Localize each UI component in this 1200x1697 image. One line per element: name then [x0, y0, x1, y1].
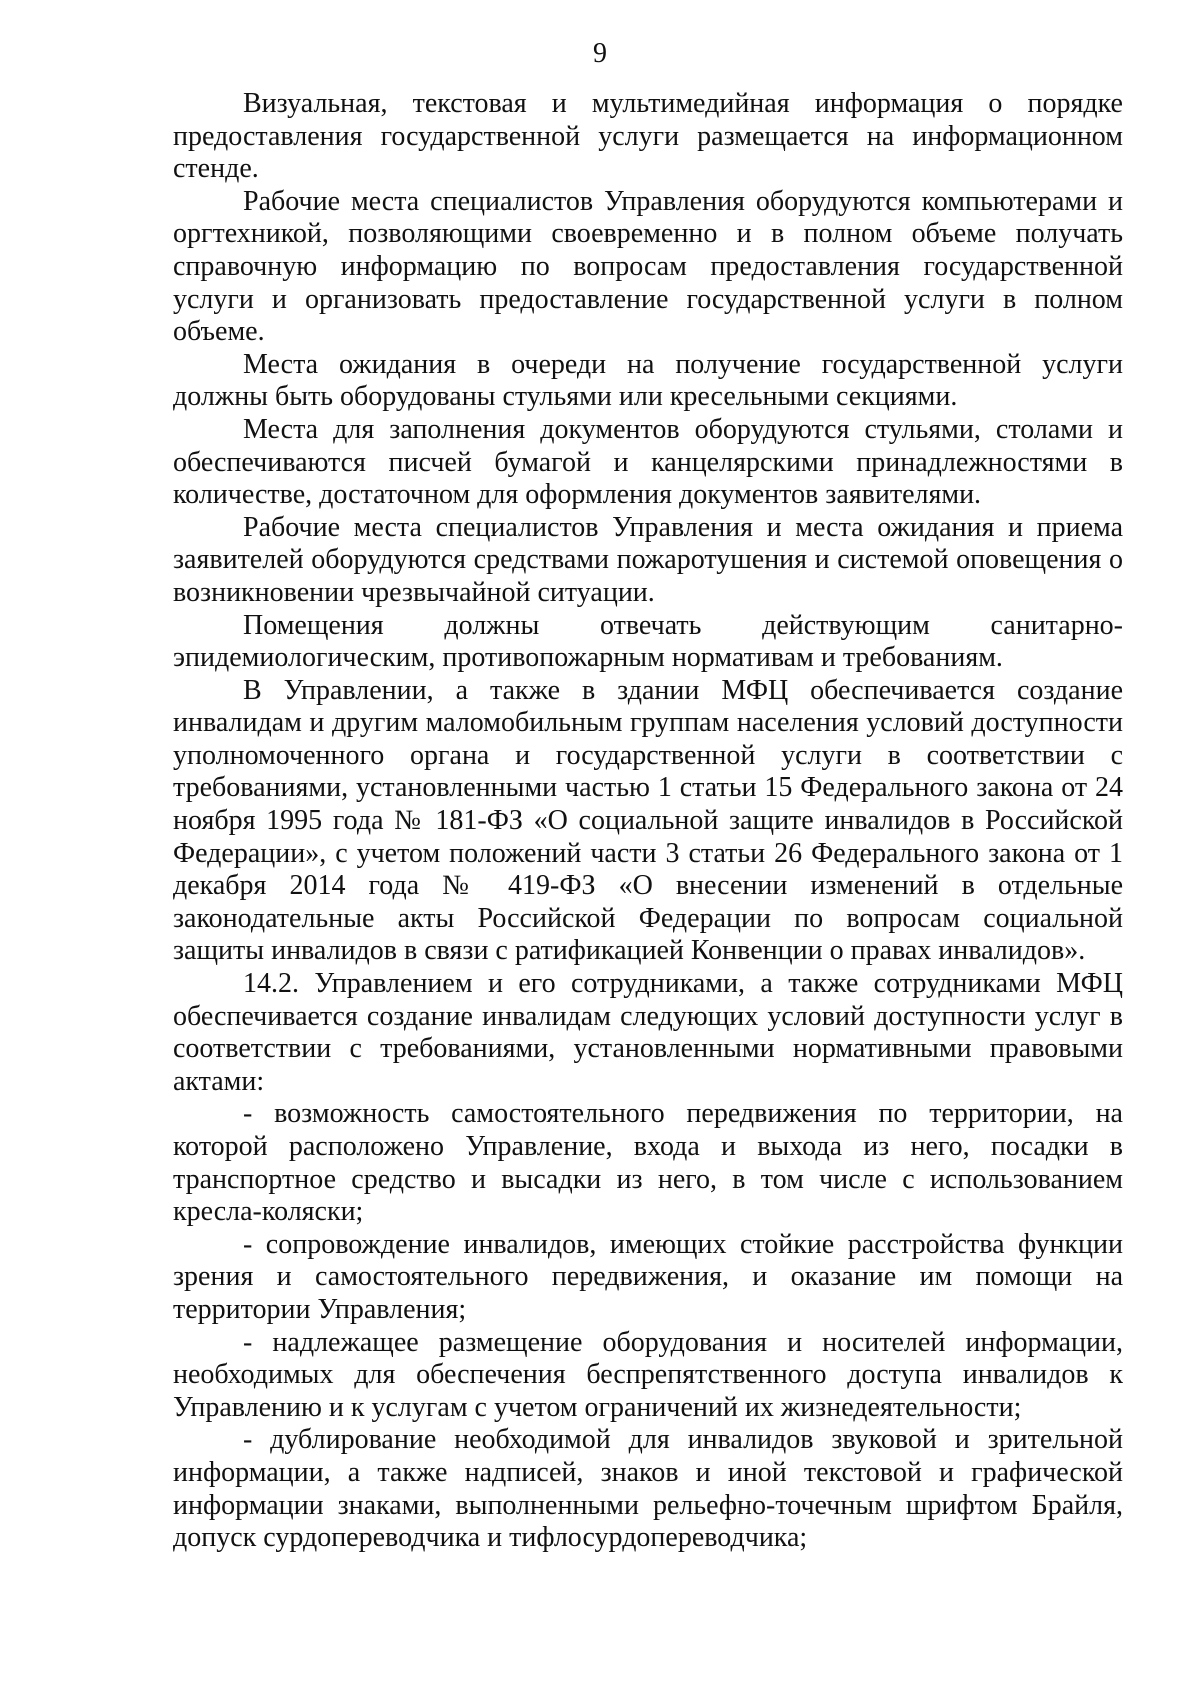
paragraph-document-filling-places: Места для заполнения документов оборудуются стульями, столами и обеспечиваются писчей бумагой и канцелярскими принадлежностями в количестве, достаточном для оформления документов заявителями.	[173, 413, 1123, 511]
list-item-braille-duplication: - дублирование необходимой для инвалидов звуковой и зрительной информации, а также надписей, знаков и иной текстовой и графической информации знаками, выполненными рельефно-точечным шрифтом Брайля, допуск сурдопереводчика и тифлосурдопереводчика;	[173, 1424, 1123, 1554]
paragraph-fire-safety: Рабочие места специалистов Управления и места ожидания и приема заявителей оборудуются средствами пожаротушения и системой оповещения о возникновении чрезвычайной ситуации.	[173, 511, 1123, 608]
paragraph-info-stand: Визуальная, текстовая и мультимедийная информация о порядке предоставления государственной услуги размещается на информационном стенде.	[173, 88, 1123, 185]
paragraph-accessibility-law: В Управлении, а также в здании МФЦ обеспечивается создание инвалидам и другим маломобильным группам населения условий доступности уполномоченного органа и государственной услуги в соответствии с требованиями, установленными частью 1 статьи 15 Федерального закона от 24 ноября 1995 года № 181-ФЗ «О социальной защите инвалидов в Российской Федерации», с учетом положений части 3 статьи 26 Федерального закона от 1 декабря 2014 года № 419-ФЗ «О внесении изменений в отдельные законодательные акты Российской Федерации по вопросам социальной защиты инвалидов в связи с ратификацией Конвенции о правах инвалидов».	[173, 674, 1123, 967]
page-number: 9	[593, 38, 607, 69]
list-item-equipment-placement: - надлежащее размещение оборудования и носителей информации, необходимых для обеспечения беспрепятственного доступа инвалидов к Управлению и к услугам с учетом ограничений их жизнедеятельности;	[173, 1326, 1123, 1423]
list-item-independent-movement: - возможность самостоятельного передвижения по территории, на которой расположено Управление, входа и выхода из него, посадки в транспортное средство и высадки из него, в том числе с использованием кресла-коляски;	[173, 1098, 1123, 1228]
document-body	[173, 88, 1123, 1555]
list-item-escort: - сопровождение инвалидов, имеющих стойкие расстройства функции зрения и самостоятельного передвижения, и оказание им помощи на территории Управления;	[173, 1228, 1123, 1325]
paragraph-section-14-2: 14.2. Управлением и его сотрудниками, а также сотрудниками МФЦ обеспечивается создание инвалидам следующих условий доступности услуг в соответствии с требованиями, установленными нормативными правовыми актами:	[173, 968, 1123, 1097]
paragraph-sanitary-requirements: Помещения должны отвечать действующим санитарно-эпидемиологическим, противопожарным нормативам и требованиям.	[173, 609, 1123, 674]
paragraph-workplaces: Рабочие места специалистов Управления оборудуются компьютерами и оргтехникой, позволяющими своевременно и в полном объеме получать справочную информацию по вопросам предоставления государственной услуги и организовать предоставление государственной услуги в полном объеме.	[173, 185, 1123, 348]
paragraph-waiting-places: Места ожидания в очереди на получение государственной услуги должны быть оборудованы стульями или кресельными секциями.	[173, 348, 1123, 413]
